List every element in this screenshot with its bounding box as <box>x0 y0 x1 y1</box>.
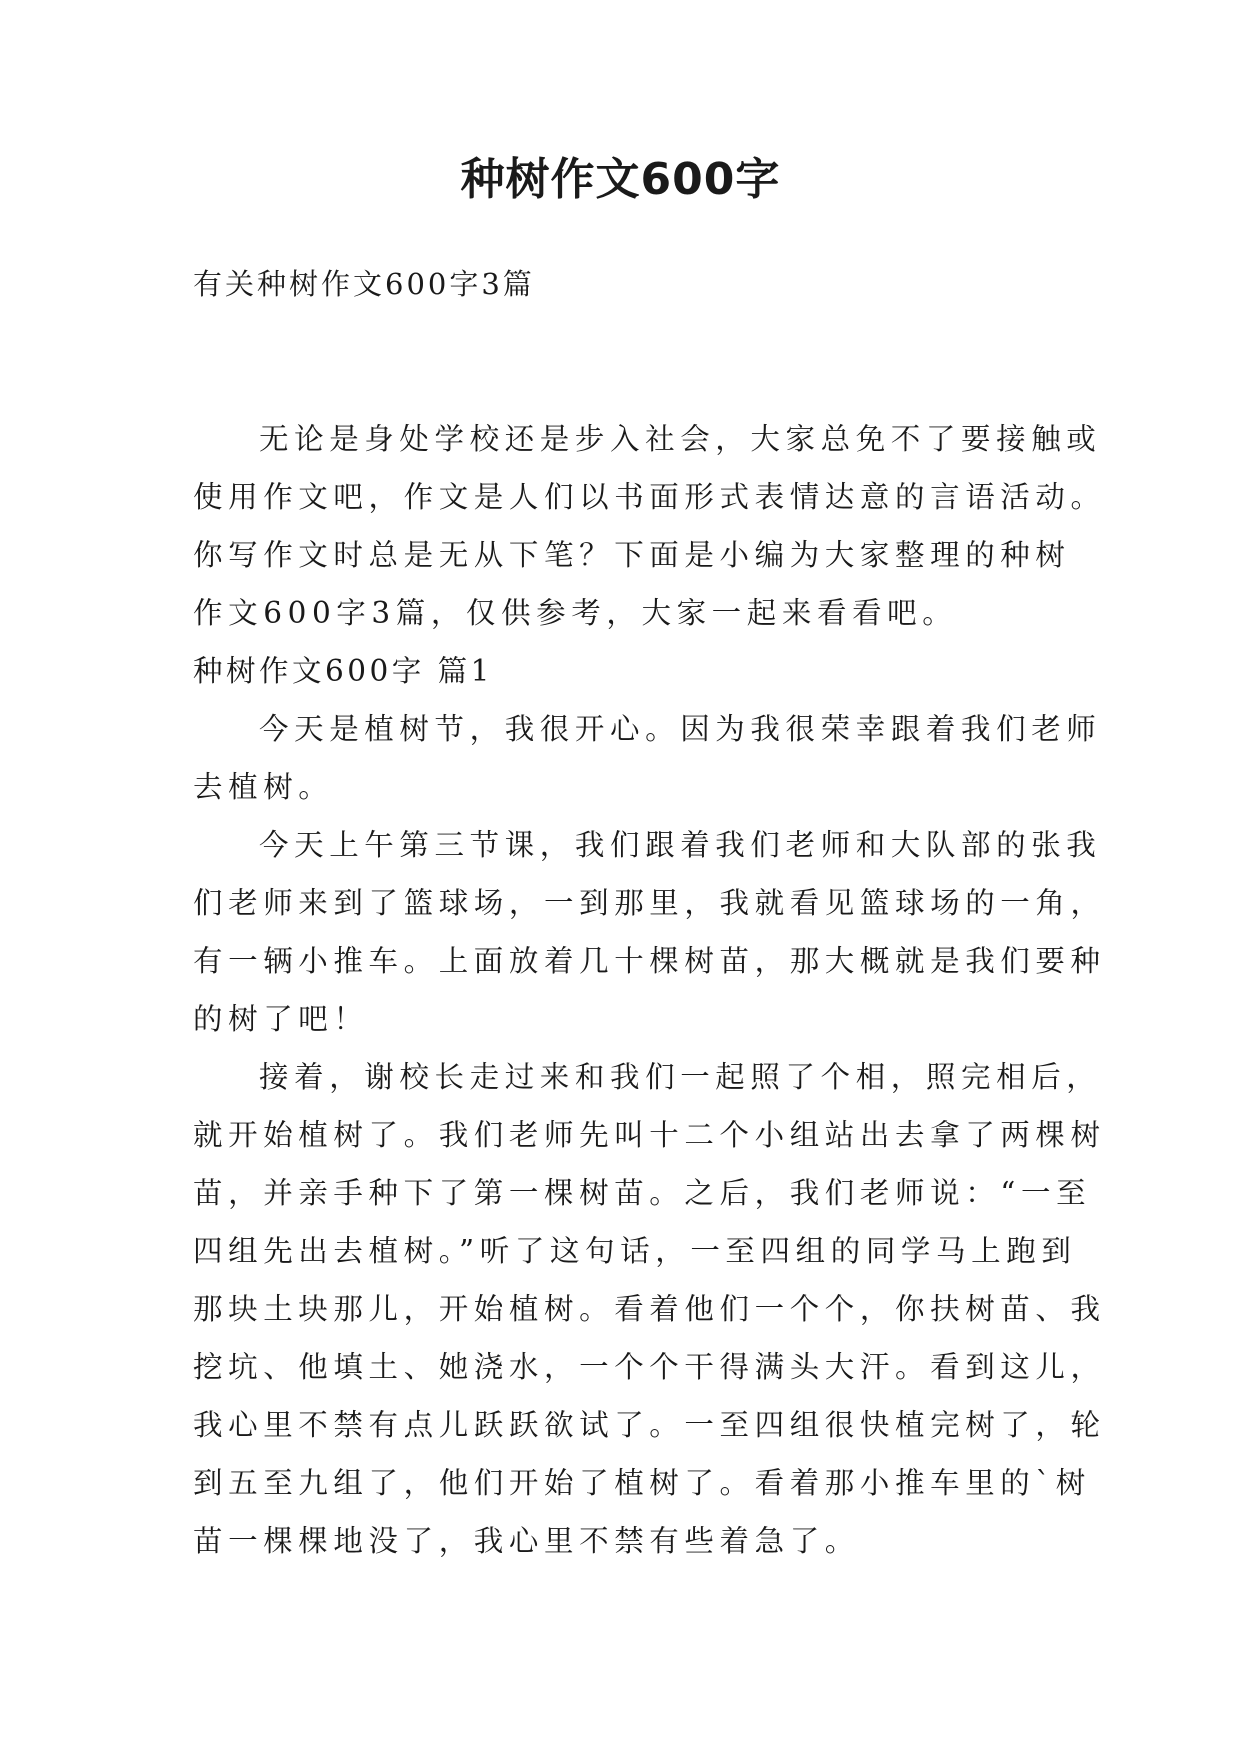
paragraph-line: 四组先出去植树。”听了这句话，一至四组的同学马上跑到 <box>193 1234 1077 1268</box>
paragraph-line: 接着，谢校长走过来和我们一起照了个相，照完相后， <box>259 1060 1102 1094</box>
document-title: 种树作文600字 <box>460 154 781 205</box>
paragraph-line: 去植树。 <box>193 770 334 804</box>
paragraph-line: 使用作文吧，作文是人们以书面形式表情达意的言语活动。 <box>193 480 1106 514</box>
paragraph-line: 作文600字3篇，仅供参考，大家一起来看看吧。 <box>193 596 958 630</box>
paragraph-line: 你写作文时总是无从下笔？下面是小编为大家整理的种树 <box>193 538 1071 572</box>
paragraph-line: 就开始植树了。我们老师先叫十二个小组站出去拿了两棵树 <box>193 1118 1106 1152</box>
paragraph-line: 苗一棵棵地没了，我心里不禁有些着急了。 <box>193 1524 860 1558</box>
paragraph-line: 我心里不禁有点儿跃跃欲试了。一至四组很快植完树了，轮 <box>193 1408 1106 1442</box>
paragraph-line: 无论是身处学校还是步入社会，大家总免不了要接触或 <box>259 422 1102 456</box>
paragraph-line: 今天是植树节，我很开心。因为我很荣幸跟着我们老师 <box>259 712 1102 746</box>
paragraph-line: 到五至九组了，他们开始了植树了。看着那小推车里的`树 <box>193 1466 1091 1500</box>
paragraph-line: 们老师来到了篮球场，一到那里，我就看见篮球场的一角， <box>193 886 1106 920</box>
document-subtitle: 有关种树作文600字3篇 <box>193 267 535 301</box>
paragraph-line: 的树了吧！ <box>193 1002 369 1036</box>
paragraph-line: 有一辆小推车。上面放着几十棵树苗，那大概就是我们要种 <box>193 944 1106 978</box>
document-body <box>193 410 1106 1570</box>
paragraph-line: 挖坑、他填土、她浇水，一个个干得满头大汗。看到这儿， <box>193 1350 1106 1384</box>
paragraph-line: 苗，并亲手种下了第一棵树苗。之后，我们老师说：“一至 <box>193 1176 1092 1210</box>
section-heading: 种树作文600字 篇1 <box>193 654 493 688</box>
paragraph-line: 今天上午第三节课，我们跟着我们老师和大队部的张我 <box>259 828 1102 862</box>
paragraph-line: 那块土块那儿，开始植树。看着他们一个个，你扶树苗、我 <box>193 1292 1106 1326</box>
